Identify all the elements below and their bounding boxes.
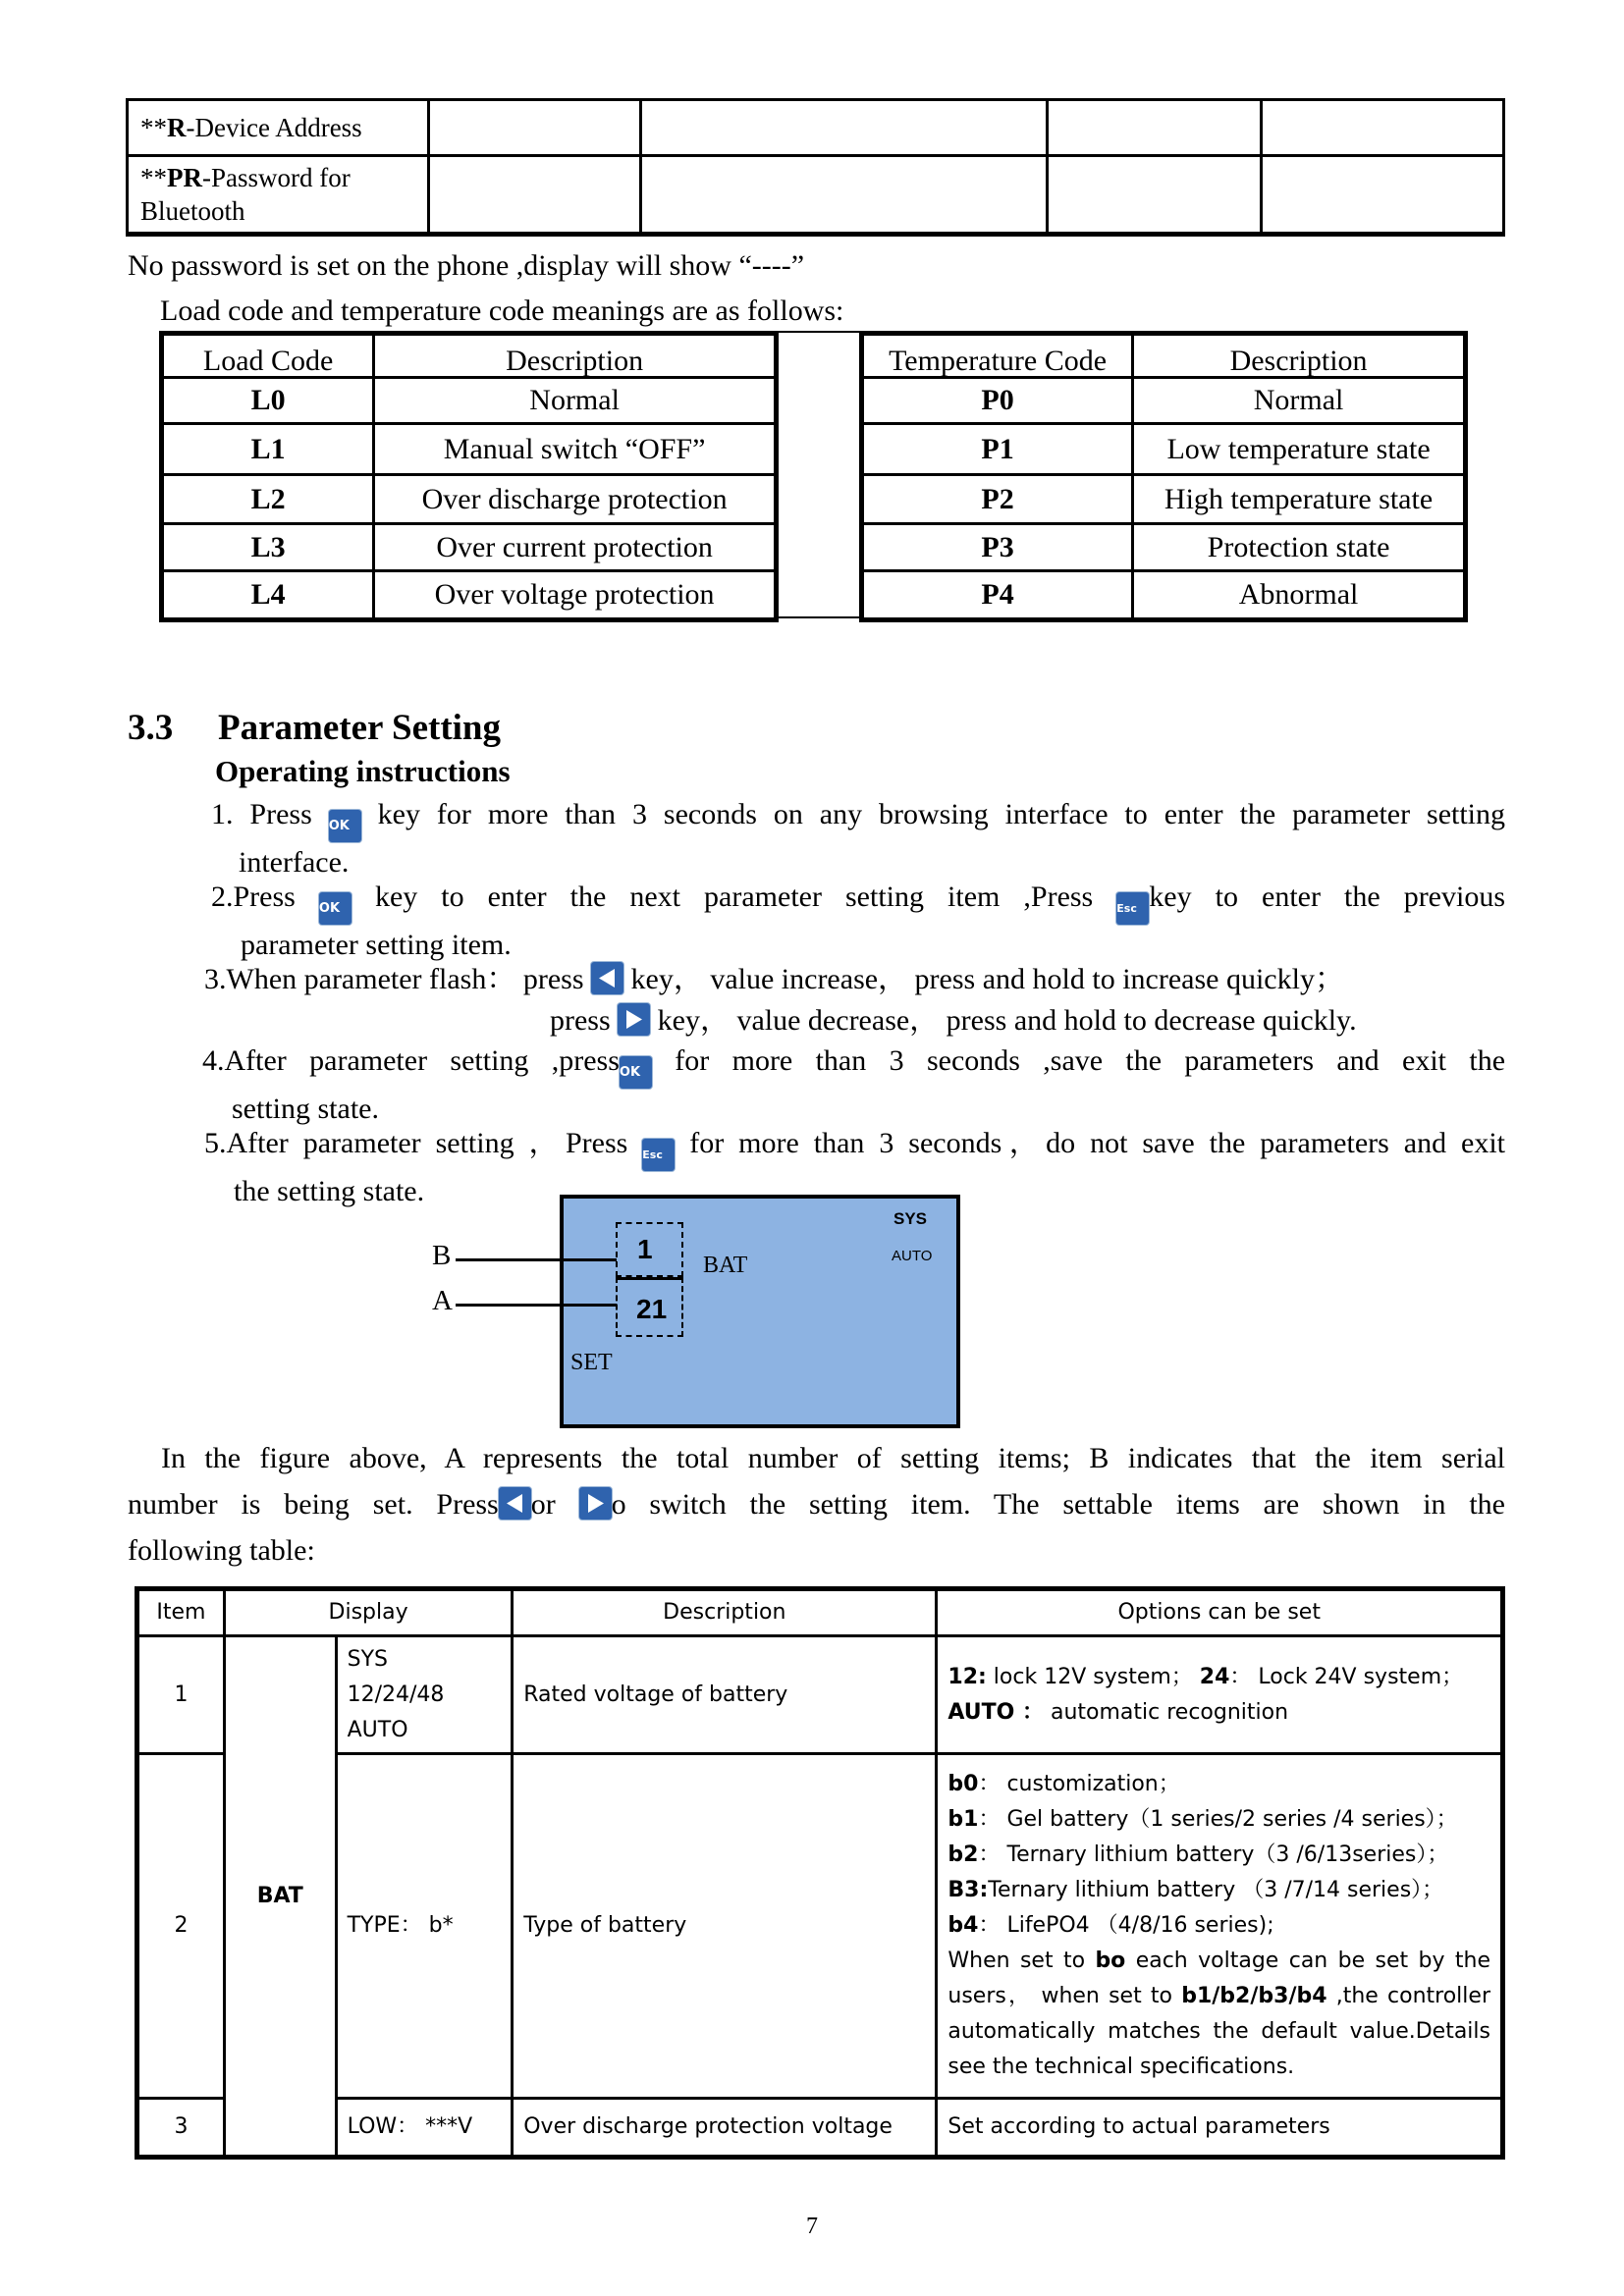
table-cell: [641, 156, 1048, 235]
instruction-2: 2.Press OK key to enter the next parameter setting item ,Press Esc key to enter the previous parameter setting item.: [211, 881, 1506, 961]
instruction-5: 5.After parameter setting ，Press Esc for more than 3 seconds，do not save the parameters and exit the setting state.: [204, 1127, 1506, 1207]
table-cell: [1261, 100, 1503, 156]
temp-code: P0: [862, 378, 1133, 424]
right-arrow-key-icon: [618, 1003, 650, 1036]
subsection-title: Operating instructions: [215, 754, 511, 788]
param-label: **PR-Password for Bluetooth: [128, 156, 429, 235]
column-header-display: Display: [224, 1589, 512, 1636]
temp-code: P1: [862, 424, 1133, 475]
esc-key-icon: Esc: [642, 1139, 675, 1171]
section-title: Parameter Setting: [218, 708, 502, 748]
temp-desc: Low temperature state: [1133, 424, 1466, 475]
esc-key-icon: Esc: [1116, 892, 1149, 925]
table-cell: [641, 100, 1048, 156]
table-row: [137, 1636, 1503, 1754]
table-row: [162, 475, 777, 524]
instruction-3: 3.When parameter flash： press key， value increase， press and hold to increase quickly； press key， value decrease， press and hold to decrease quickly.: [204, 963, 1357, 1037]
table-row: [862, 571, 1466, 620]
load-code: L0: [162, 378, 374, 424]
item-number: 3: [137, 2099, 225, 2158]
figure-caption: In the figure above, A represents the total number of setting items; B indicates that the item serial number is being set. Press or o switch the setting item. The settable items are shown in the following table:: [128, 1442, 1505, 1567]
item-options: 12: lock 12V system； 24： Lock 24V system； AUTO ： automatic recognition: [937, 1636, 1503, 1754]
table-row: [162, 424, 777, 475]
temp-desc: Abnormal: [1133, 571, 1466, 620]
ok-key-icon: OK: [329, 810, 361, 842]
column-header-description: Description: [513, 1589, 937, 1636]
table-row: [162, 524, 777, 571]
table-row: [862, 475, 1466, 524]
codes-intro: Load code and temperature code meanings are as follows:: [160, 294, 844, 327]
item-description: Over discharge protection voltage: [513, 2099, 937, 2158]
sys-label: SYS: [893, 1209, 928, 1228]
display-group-label: BAT: [224, 1636, 336, 2158]
load-desc: Normal: [374, 378, 777, 424]
table-cell: [1048, 100, 1262, 156]
column-header-options: Options can be set: [937, 1589, 1503, 1636]
callout-a-leader: [456, 1304, 617, 1307]
temp-code: P4: [862, 571, 1133, 620]
temperature-code-table: [859, 331, 1468, 622]
column-header-item: Item: [137, 1589, 225, 1636]
table-row: [862, 378, 1466, 424]
column-header: Temperature Code: [862, 334, 1133, 378]
load-desc: Over voltage protection: [374, 571, 777, 620]
settable-items-table: [135, 1586, 1505, 2160]
ok-key-icon: OK: [319, 892, 352, 925]
section-number: 3.3: [128, 708, 174, 748]
set-label: SET: [570, 1350, 613, 1375]
load-code: L4: [162, 571, 374, 620]
item-number: 2: [137, 1754, 225, 2099]
table-row: [137, 1754, 1503, 2099]
table-cell: [1048, 156, 1262, 235]
table-row: [862, 424, 1466, 475]
load-desc: Over discharge protection: [374, 475, 777, 524]
load-code: L1: [162, 424, 374, 475]
table-cell: [428, 156, 641, 235]
table-header-row: [137, 1589, 1503, 1636]
load-code: L3: [162, 524, 374, 571]
temp-desc: Protection state: [1133, 524, 1466, 571]
temp-code: P2: [862, 475, 1133, 524]
table-row: [137, 2099, 1503, 2158]
table-row: [128, 156, 1504, 235]
item-description: Type of battery: [513, 1754, 937, 2099]
temp-code: P3: [862, 524, 1133, 571]
table-cell: [1261, 156, 1503, 235]
instruction-4: 4.After parameter setting ,pressOK for more than 3 seconds ,save the parameters and exit the setting state.: [202, 1044, 1506, 1125]
instruction-1: 1. Press OK key for more than 3 seconds on any browsing interface to enter the parameter setting interface.: [211, 798, 1506, 879]
table-header-row: [162, 334, 777, 378]
table-row: [162, 378, 777, 424]
total-items-number: 21: [636, 1294, 668, 1324]
column-header: Description: [374, 334, 777, 378]
callout-b-leader: [456, 1258, 617, 1261]
item-options: Set according to actual parameters: [937, 2099, 1503, 2158]
bluetooth-params-table: [126, 98, 1505, 237]
column-header: Description: [1133, 334, 1466, 378]
display-value: SYS 12/24/48 AUTO: [336, 1636, 513, 1754]
bat-label: BAT: [703, 1253, 748, 1278]
load-desc: Manual switch “OFF”: [374, 424, 777, 475]
load-code-table: [159, 331, 779, 622]
item-serial-number: 1: [637, 1234, 653, 1264]
ok-key-icon: OK: [620, 1056, 652, 1089]
item-options: b0： customization； b1： Gel battery（1 series/2 series /4 series）； b2： Ternary lithium battery（3 /6/13series）； B3:Ternary lithium battery （3 /7/14 series）； b4： LifePO4 （4/8/16 series); When set to bo each voltage can be set by the users， when set to b1/b2/b3/b4 ,the controller automatically matches the default value.Details see the technical specifications.: [937, 1754, 1503, 2099]
table-header-row: [862, 334, 1466, 378]
page-number: 7: [806, 2214, 818, 2239]
load-desc: Over current protection: [374, 524, 777, 571]
param-label: **R-Device Address: [128, 100, 429, 156]
column-header: Load Code: [162, 334, 374, 378]
load-code: L2: [162, 475, 374, 524]
table-row: [862, 524, 1466, 571]
right-arrow-key-icon: [579, 1487, 612, 1520]
temp-desc: Normal: [1133, 378, 1466, 424]
display-value: TYPE： b*: [336, 1754, 513, 2099]
item-description: Rated voltage of battery: [513, 1636, 937, 1754]
temp-desc: High temperature state: [1133, 475, 1466, 524]
item-number: 1: [137, 1636, 225, 1754]
callout-a: A: [432, 1285, 453, 1316]
left-arrow-key-icon: [499, 1487, 531, 1520]
callout-b: B: [432, 1240, 452, 1271]
display-value: LOW： ***V: [336, 2099, 513, 2158]
table-row: [128, 100, 1504, 156]
left-arrow-key-icon: [591, 962, 623, 994]
password-note: No password is set on the phone ,display will show “----”: [128, 249, 805, 282]
table-row: [162, 571, 777, 620]
table-cell: [428, 100, 641, 156]
table-spacer: [779, 331, 859, 618]
auto-label: AUTO: [892, 1248, 933, 1264]
